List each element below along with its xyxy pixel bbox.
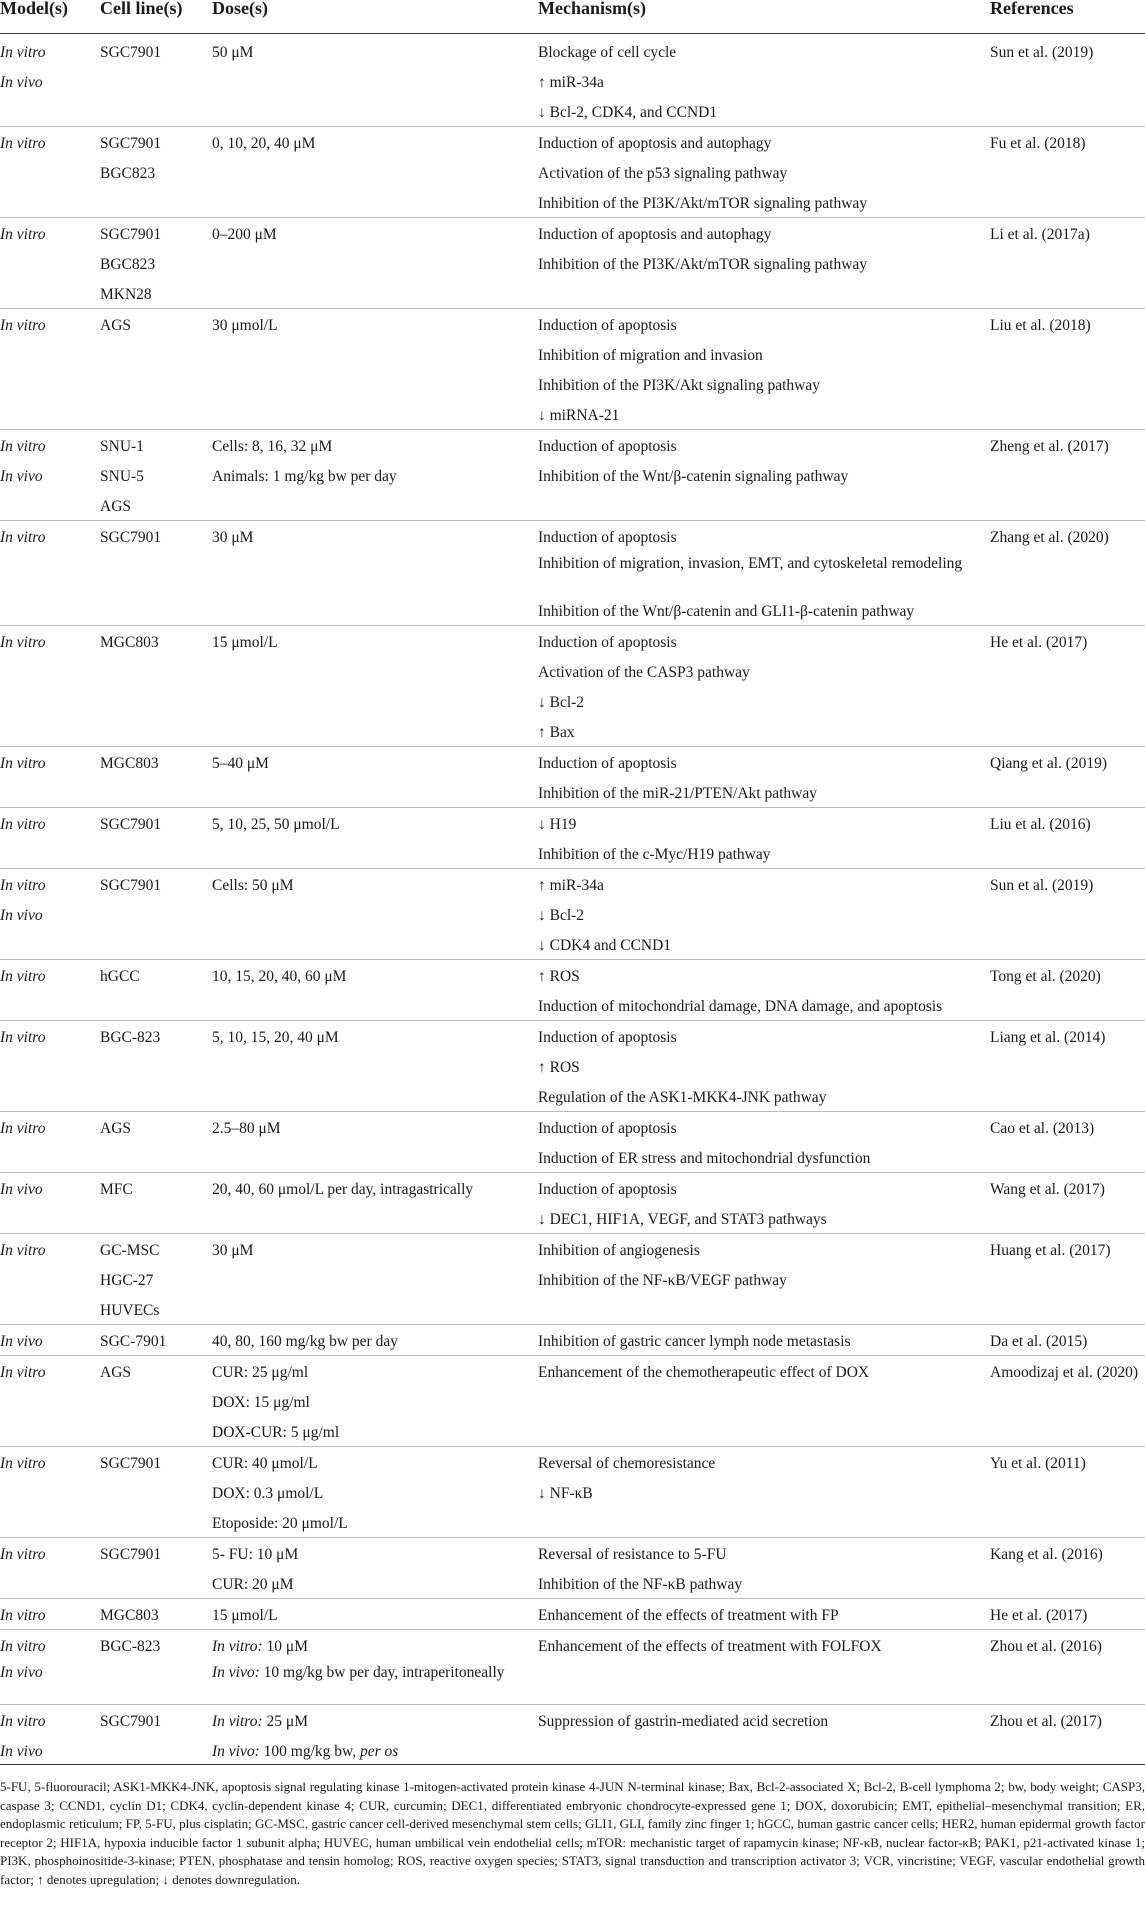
- table-row: [0, 521, 1145, 626]
- cell-line-cell: SGC7901: [100, 226, 162, 243]
- dose-value: 30 μM: [212, 1242, 254, 1259]
- mechanism-cell: Inhibition of the Wnt/β-catenin signaling pathway: [538, 468, 849, 485]
- mechanism-cell: ↑ miR-34a: [538, 74, 604, 91]
- mechanism-cell: Inhibition of gastric cancer lymph node metastasis: [538, 1333, 851, 1350]
- table-row: [0, 1599, 1145, 1630]
- model-cell: In vivo: [0, 1333, 43, 1350]
- cell-line-cell: HGC-27: [100, 1272, 154, 1289]
- mechanism-cell: Blockage of cell cycle: [538, 44, 677, 61]
- table-row-line: [0, 551, 1145, 595]
- dose-cell: [212, 1240, 532, 1262]
- dose-value: CUR: 20 μM: [212, 1576, 294, 1593]
- cell-line-cell: hGCC: [100, 968, 140, 985]
- table-row: [0, 309, 1145, 430]
- table-row: [0, 127, 1145, 218]
- model-cell: In vitro: [0, 1242, 46, 1259]
- cell-line-cell: BGC823: [100, 165, 156, 182]
- table-row-line: [0, 838, 1145, 868]
- table-row-line: [0, 309, 1145, 339]
- table-row-line: [0, 1142, 1145, 1172]
- reference-cell: Liang et al. (2014): [990, 1029, 1106, 1046]
- table-row-line: [0, 1173, 1145, 1203]
- mechanism-cell: ↓ Bcl-2: [538, 907, 585, 924]
- model-cell: In vitro: [0, 968, 46, 985]
- cell-line-cell: BGC823: [100, 256, 156, 273]
- mechanism-cell: Inhibition of the PI3K/Akt/mTOR signaling pathway: [538, 256, 868, 273]
- table-row-line: [0, 929, 1145, 959]
- table-row-line: [0, 399, 1145, 429]
- dose-value: 0–200 μM: [212, 226, 277, 243]
- mechanism-cell: Inhibition of migration, invasion, EMT, and cytoskeletal remodeling: [538, 555, 963, 572]
- table-row-line: [0, 96, 1145, 126]
- dose-value: 20, 40, 60 μmol/L per day, intragastrically: [212, 1181, 474, 1198]
- dose-value: Cells: 8, 16, 32 μM: [212, 438, 333, 455]
- mechanism-cell: ↑ ROS: [538, 1059, 580, 1076]
- dose-cell: [212, 527, 532, 549]
- cell-line-cell: MKN28: [100, 286, 152, 303]
- reference-cell: Sun et al. (2019): [990, 44, 1094, 61]
- header-cell-line: Cell line(s): [100, 0, 183, 18]
- table-row: [0, 747, 1145, 808]
- dose-value: 30 μM: [212, 529, 254, 546]
- dose-cell: [212, 1392, 532, 1414]
- dose-cell: [212, 1179, 532, 1201]
- cell-line-cell: MGC803: [100, 634, 159, 651]
- mechanism-cell: Induction of apoptosis: [538, 634, 677, 651]
- mechanism-cell: Induction of apoptosis: [538, 317, 677, 334]
- dose-cell: [212, 1544, 532, 1566]
- table-row: [0, 960, 1145, 1021]
- mechanism-cell: Activation of the CASP3 pathway: [538, 664, 750, 681]
- cell-line-cell: SGC7901: [100, 529, 162, 546]
- model-cell: In vitro: [0, 634, 46, 651]
- table-row-line: [0, 1356, 1145, 1386]
- dose-cell: [212, 1362, 532, 1384]
- mechanism-cell: ↑ Bax: [538, 724, 575, 741]
- cell-line-cell: SNU-5: [100, 468, 144, 485]
- table-row-line: [0, 1325, 1145, 1355]
- header-mechanism: Mechanism(s): [538, 0, 646, 18]
- mechanism-cell: Inhibition of the PI3K/Akt signaling pathway: [538, 377, 820, 394]
- table-header: [0, 0, 1145, 24]
- table-row-line: [0, 521, 1145, 551]
- table-row-line: [0, 899, 1145, 929]
- table-row-line: [0, 1705, 1145, 1735]
- dose-value: Etoposide: 20 μmol/L: [212, 1515, 348, 1532]
- cell-line-cell: MFC: [100, 1181, 133, 1198]
- reference-cell: Zhou et al. (2016): [990, 1638, 1102, 1655]
- table-row-line: [0, 747, 1145, 777]
- dose-value: Cells: 50 μM: [212, 877, 294, 894]
- table-row: [0, 1705, 1145, 1765]
- mechanism-cell: Induction of apoptosis: [538, 755, 677, 772]
- table-row-line: [0, 1735, 1145, 1765]
- dose-value: 30 μmol/L: [212, 317, 278, 334]
- reference-cell: Liu et al. (2018): [990, 317, 1091, 334]
- cell-line-cell: SGC-7901: [100, 1333, 167, 1350]
- mechanism-cell: Induction of ER stress and mitochondrial dysfunction: [538, 1150, 871, 1167]
- mechanism-cell: Induction of apoptosis and autophagy: [538, 135, 772, 152]
- table-row-line: [0, 218, 1145, 248]
- dose-cell: [212, 224, 532, 246]
- dose-cell: [212, 1118, 532, 1140]
- mechanism-cell: ↓ NF-κB: [538, 1485, 593, 1502]
- table-row-line: [0, 1021, 1145, 1051]
- mechanism-cell: Inhibition of the miR-21/PTEN/Akt pathway: [538, 785, 817, 802]
- dose-value: 25 μM: [262, 1713, 308, 1730]
- dose-value: 10, 15, 20, 40, 60 μM: [212, 968, 347, 985]
- model-cell: In vitro: [0, 755, 46, 772]
- header-rule: [0, 33, 1145, 34]
- table-row-line: [0, 656, 1145, 686]
- reference-cell: Tong et al. (2020): [990, 968, 1101, 985]
- table-row-line: [0, 369, 1145, 399]
- table-row-line: [0, 990, 1145, 1020]
- cell-line-cell: BGC-823: [100, 1029, 161, 1046]
- table-row: [0, 218, 1145, 309]
- mechanism-cell: ↑ ROS: [538, 968, 580, 985]
- model-cell: In vitro: [0, 317, 46, 334]
- mechanism-cell: Reversal of resistance to 5-FU: [538, 1546, 727, 1563]
- table-row-line: [0, 36, 1145, 66]
- reference-cell: Liu et al. (2016): [990, 816, 1091, 833]
- mechanism-cell: Suppression of gastrin-mediated acid secretion: [538, 1713, 829, 1730]
- dose-cell: [212, 966, 532, 988]
- table-row: [0, 869, 1145, 960]
- mechanism-cell: Inhibition of the Wnt/β-catenin and GLI1-β-catenin pathway: [538, 603, 915, 620]
- dose-cell: [212, 1605, 532, 1627]
- model-cell: In vitro: [0, 529, 46, 546]
- dose-value: DOX: 0.3 μmol/L: [212, 1485, 324, 1502]
- cell-line-cell: SGC7901: [100, 816, 162, 833]
- mechanism-cell: ↓ Bcl-2: [538, 694, 585, 711]
- header-references: References: [990, 0, 1074, 18]
- model-cell: In vitro: [0, 226, 46, 243]
- dose-value: CUR: 40 μmol/L: [212, 1455, 318, 1472]
- table-row: [0, 1356, 1145, 1447]
- cell-line-cell: SGC7901: [100, 1455, 162, 1472]
- mechanism-cell: Enhancement of the chemotherapeutic effect of DOX: [538, 1364, 870, 1381]
- model-cell: In vitro: [0, 1364, 46, 1381]
- dose-cell: [212, 875, 532, 897]
- dose-value: 15 μmol/L: [212, 634, 278, 651]
- cell-line-cell: BGC-823: [100, 1638, 161, 1655]
- dose-cell: [212, 466, 532, 488]
- table-row-line: [0, 1081, 1145, 1111]
- dose-cell: [212, 1741, 532, 1763]
- model-cell: In vitro: [0, 44, 46, 61]
- dose-value: 2.5–80 μM: [212, 1120, 281, 1137]
- mechanism-cell: Induction of apoptosis and autophagy: [538, 226, 772, 243]
- table-row-line: [0, 1386, 1145, 1416]
- dose-value: 5–40 μM: [212, 755, 269, 772]
- mechanism-cell: ↓ H19: [538, 816, 577, 833]
- model-cell: In vitro: [0, 135, 46, 152]
- dose-value: CUR: 25 μg/ml: [212, 1364, 309, 1381]
- dose-cell: [212, 1027, 532, 1049]
- cell-line-cell: MGC803: [100, 755, 159, 772]
- reference-cell: Kang et al. (2016): [990, 1546, 1103, 1563]
- table-row-line: [0, 1630, 1145, 1660]
- dose-cell: [212, 315, 532, 337]
- dose-route: per os: [359, 1743, 399, 1760]
- dose-cell: [212, 814, 532, 836]
- table-row-line: [0, 1416, 1145, 1446]
- model-cell: In vitro: [0, 438, 46, 455]
- dose-cell: [212, 1483, 532, 1505]
- reference-cell: Da et al. (2015): [990, 1333, 1088, 1350]
- reference-cell: Cao et al. (2013): [990, 1120, 1095, 1137]
- table-row-line: [0, 1234, 1145, 1264]
- table-row: [0, 1112, 1145, 1173]
- cell-line-cell: AGS: [100, 317, 132, 334]
- model-cell: In vitro: [0, 816, 46, 833]
- reference-cell: Wang et al. (2017): [990, 1181, 1105, 1198]
- cell-line-cell: GC-MSC: [100, 1242, 160, 1259]
- mechanism-cell: ↓ miRNA-21: [538, 407, 620, 424]
- dose-context-label: In vitro:: [212, 1713, 263, 1730]
- header-model: Model(s): [0, 0, 68, 18]
- cell-line-cell: AGS: [100, 498, 132, 515]
- dose-cell: [212, 1711, 532, 1733]
- dose-context-label: In vivo:: [212, 1743, 260, 1760]
- reference-cell: Zhou et al. (2017): [990, 1713, 1102, 1730]
- reference-cell: Sun et al. (2019): [990, 877, 1094, 894]
- mechanism-cell: ↑ miR-34a: [538, 877, 604, 894]
- table-row-line: [0, 278, 1145, 308]
- cell-line-cell: HUVECs: [100, 1302, 160, 1319]
- dose-cell: [212, 632, 532, 654]
- dose-cell: [212, 436, 532, 458]
- reference-cell: Fu et al. (2018): [990, 135, 1086, 152]
- table-row-line: [0, 1568, 1145, 1598]
- reference-cell: Zheng et al. (2017): [990, 438, 1109, 455]
- table-row: [0, 1173, 1145, 1234]
- table-row-line: [0, 460, 1145, 490]
- mechanism-cell: Regulation of the ASK1-MKK4-JNK pathway: [538, 1089, 827, 1106]
- dose-value: 10 μM: [262, 1638, 308, 1655]
- table-row: [0, 1538, 1145, 1599]
- header-dose: Dose(s): [212, 0, 268, 18]
- dose-value: DOX-CUR: 5 μg/ml: [212, 1424, 340, 1441]
- table-row: [0, 430, 1145, 521]
- model-cell: In vivo: [0, 1664, 43, 1681]
- mechanism-cell: Inhibition of the NF-κB pathway: [538, 1576, 743, 1593]
- table-row-line: [0, 157, 1145, 187]
- table-bottom-rule: [0, 1764, 1145, 1765]
- table-row-line: [0, 1203, 1145, 1233]
- mechanism-cell: Induction of apoptosis: [538, 438, 677, 455]
- table-row-line: [0, 339, 1145, 369]
- dose-value: 5- FU: 10 μM: [212, 1546, 299, 1563]
- model-cell: In vitro: [0, 1546, 46, 1563]
- dose-value: 15 μmol/L: [212, 1607, 278, 1624]
- model-cell: In vivo: [0, 468, 43, 485]
- mechanism-cell: Induction of apoptosis: [538, 529, 677, 546]
- table-row: [0, 1447, 1145, 1538]
- dose-cell: [212, 753, 532, 775]
- table-row: [0, 626, 1145, 747]
- model-cell: In vitro: [0, 1029, 46, 1046]
- table-row-line: [0, 1660, 1145, 1704]
- dose-value: 100 mg/kg bw,: [259, 1743, 360, 1760]
- table-row-line: [0, 716, 1145, 746]
- cell-line-cell: SNU-1: [100, 438, 144, 455]
- reference-cell: He et al. (2017): [990, 1607, 1088, 1624]
- model-cell: In vivo: [0, 74, 43, 91]
- dose-cell: [212, 1636, 532, 1658]
- mechanism-cell: Enhancement of the effects of treatment with FP: [538, 1607, 839, 1624]
- model-cell: In vivo: [0, 1743, 43, 1760]
- mechanism-cell: Inhibition of the c-Myc/H19 pathway: [538, 846, 771, 863]
- cell-line-cell: SGC7901: [100, 44, 162, 61]
- table-row-line: [0, 1112, 1145, 1142]
- reference-cell: Li et al. (2017a): [990, 226, 1090, 243]
- dose-value: Animals: 1 mg/kg bw per day: [212, 468, 397, 485]
- table-row-line: [0, 1294, 1145, 1324]
- cell-line-cell: SGC7901: [100, 877, 162, 894]
- table-row-line: [0, 187, 1145, 217]
- dose-cell: [212, 1663, 532, 1683]
- model-cell: In vitro: [0, 877, 46, 894]
- dose-context-label: In vivo:: [212, 1664, 260, 1681]
- table-row-line: [0, 66, 1145, 96]
- dose-value: 0, 10, 20, 40 μM: [212, 135, 316, 152]
- dose-context-label: In vitro:: [212, 1638, 263, 1655]
- mechanism-cell: Inhibition of migration and invasion: [538, 347, 763, 364]
- reference-cell: He et al. (2017): [990, 634, 1088, 651]
- table-row-line: [0, 1477, 1145, 1507]
- table-row-line: [0, 1507, 1145, 1537]
- table-row-line: [0, 1538, 1145, 1568]
- dose-value: 10 mg/kg bw per day, intraperitoneally: [259, 1664, 505, 1681]
- cell-line-cell: SGC7901: [100, 1546, 162, 1563]
- table-row: [0, 1325, 1145, 1356]
- mechanism-cell: Inhibition of angiogenesis: [538, 1242, 700, 1259]
- dose-value: 50 μM: [212, 44, 254, 61]
- reference-cell: Huang et al. (2017): [990, 1242, 1111, 1259]
- table-row-line: [0, 1051, 1145, 1081]
- table-row-line: [0, 808, 1145, 838]
- dose-cell: [212, 1422, 532, 1444]
- reference-cell: Zhang et al. (2020): [990, 529, 1109, 546]
- table-row: [0, 1234, 1145, 1325]
- dose-value: 5, 10, 25, 50 μmol/L: [212, 816, 340, 833]
- table-row-line: [0, 1264, 1145, 1294]
- dose-value: 40, 80, 160 mg/kg bw per day: [212, 1333, 398, 1350]
- mechanism-cell: Reversal of chemoresistance: [538, 1455, 716, 1472]
- model-cell: In vitro: [0, 1638, 46, 1655]
- table-row-line: [0, 1447, 1145, 1477]
- mechanism-cell: ↓ Bcl-2, CDK4, and CCND1: [538, 104, 718, 121]
- mechanism-cell: Induction of mitochondrial damage, DNA damage, and apoptosis: [538, 998, 943, 1015]
- mechanism-cell: Induction of apoptosis: [538, 1029, 677, 1046]
- model-cell: In vivo: [0, 1181, 43, 1198]
- table-row-line: [0, 248, 1145, 278]
- model-cell: In vitro: [0, 1607, 46, 1624]
- model-cell: In vitro: [0, 1120, 46, 1137]
- table-row: [0, 36, 1145, 127]
- mechanism-cell: Activation of the p53 signaling pathway: [538, 165, 788, 182]
- model-cell: In vitro: [0, 1455, 46, 1472]
- table-row: [0, 808, 1145, 869]
- dose-cell: [212, 1331, 532, 1353]
- reference-cell: Yu et al. (2011): [990, 1455, 1086, 1472]
- cell-line-cell: SGC7901: [100, 135, 162, 152]
- mechanism-cell: Inhibition of the PI3K/Akt/mTOR signaling pathway: [538, 195, 868, 212]
- dose-cell: [212, 1453, 532, 1475]
- reference-cell: Amoodizaj et al. (2020): [990, 1364, 1139, 1381]
- dose-cell: [212, 1574, 532, 1596]
- mechanism-cell: Inhibition of the NF-κB/VEGF pathway: [538, 1272, 787, 1289]
- table-row-line: [0, 869, 1145, 899]
- table-footnote: 5-FU, 5-fluorouracil; ASK1-MKK4-JNK, apoptosis signal regulating kinase 1-mitogen-activated protein kinase 4-JUN N-terminal kinase; Bax, Bcl-2-associated X; Bcl-2, B-cell lymphoma 2; bw, body weight; CASP3, caspase 3; CCND1, cyclin D1; CDK4, cyclin-dependent kinase 4; CUR, curcumin; DEC1, differentiated embryonic chondrocyte-expressed gene 1; DOX, doxorubicin; EMT, epithelial–mesenchymal transition; ER, endoplasmic reticulum; FP, 5-FU, plus cisplatin; GC-MSC, gastric cancer cell-derived mesenchymal stem cells; GLI1, GLI, family zinc finger 1; hGCC, human gastric cancer cells; HER2, human epidermal growth factor receptor 2; HIF1A, hypoxia inducible factor 1 subunit alpha; HUVEC, human umbilical vein endothelial cells; mTOR: mechanistic target of rapamycin kinase; NF-κB, nuclear factor-κB; PAK1, p21-activated kinase 1; PI3K, phosphoinositide-3-kinase; PTEN, phosphatase and tensin homolog; ROS, reactive oxygen species; STAT3, signal transduction and transcription activator 3; VCR, vincristine; VEGF, vascular endothelial growth factor; ↑ denotes upregulation; ↓ denotes downregulation.: [0, 1779, 1145, 1887]
- cell-line-cell: MGC803: [100, 1607, 159, 1624]
- table-row: [0, 1021, 1145, 1112]
- table-row-line: [0, 1599, 1145, 1629]
- cell-line-cell: AGS: [100, 1364, 132, 1381]
- mechanism-cell: Induction of apoptosis: [538, 1120, 677, 1137]
- mechanism-cell: Induction of apoptosis: [538, 1181, 677, 1198]
- dose-cell: [212, 42, 532, 64]
- mechanism-cell: ↓ DEC1, HIF1A, VEGF, and STAT3 pathways: [538, 1211, 827, 1228]
- table-row-line: [0, 686, 1145, 716]
- table-row-line: [0, 777, 1145, 807]
- table-row: [0, 1630, 1145, 1705]
- table-row-line: [0, 626, 1145, 656]
- table-row-line: [0, 595, 1145, 625]
- table-row-line: [0, 430, 1145, 460]
- cell-line-cell: AGS: [100, 1120, 132, 1137]
- model-cell: In vivo: [0, 907, 43, 924]
- table-row-line: [0, 127, 1145, 157]
- table-row-line: [0, 960, 1145, 990]
- mechanism-cell: Enhancement of the effects of treatment with FOLFOX: [538, 1638, 882, 1655]
- dose-value: DOX: 15 μg/ml: [212, 1394, 310, 1411]
- mechanism-cell: ↓ CDK4 and CCND1: [538, 937, 672, 954]
- dose-cell: [212, 133, 532, 155]
- cell-line-cell: SGC7901: [100, 1713, 162, 1730]
- reference-cell: Qiang et al. (2019): [990, 755, 1108, 772]
- dose-cell: [212, 1513, 532, 1535]
- model-cell: In vitro: [0, 1713, 46, 1730]
- table-row-line: [0, 490, 1145, 520]
- dose-value: 5, 10, 15, 20, 40 μM: [212, 1029, 339, 1046]
- table-body: [0, 36, 1145, 1765]
